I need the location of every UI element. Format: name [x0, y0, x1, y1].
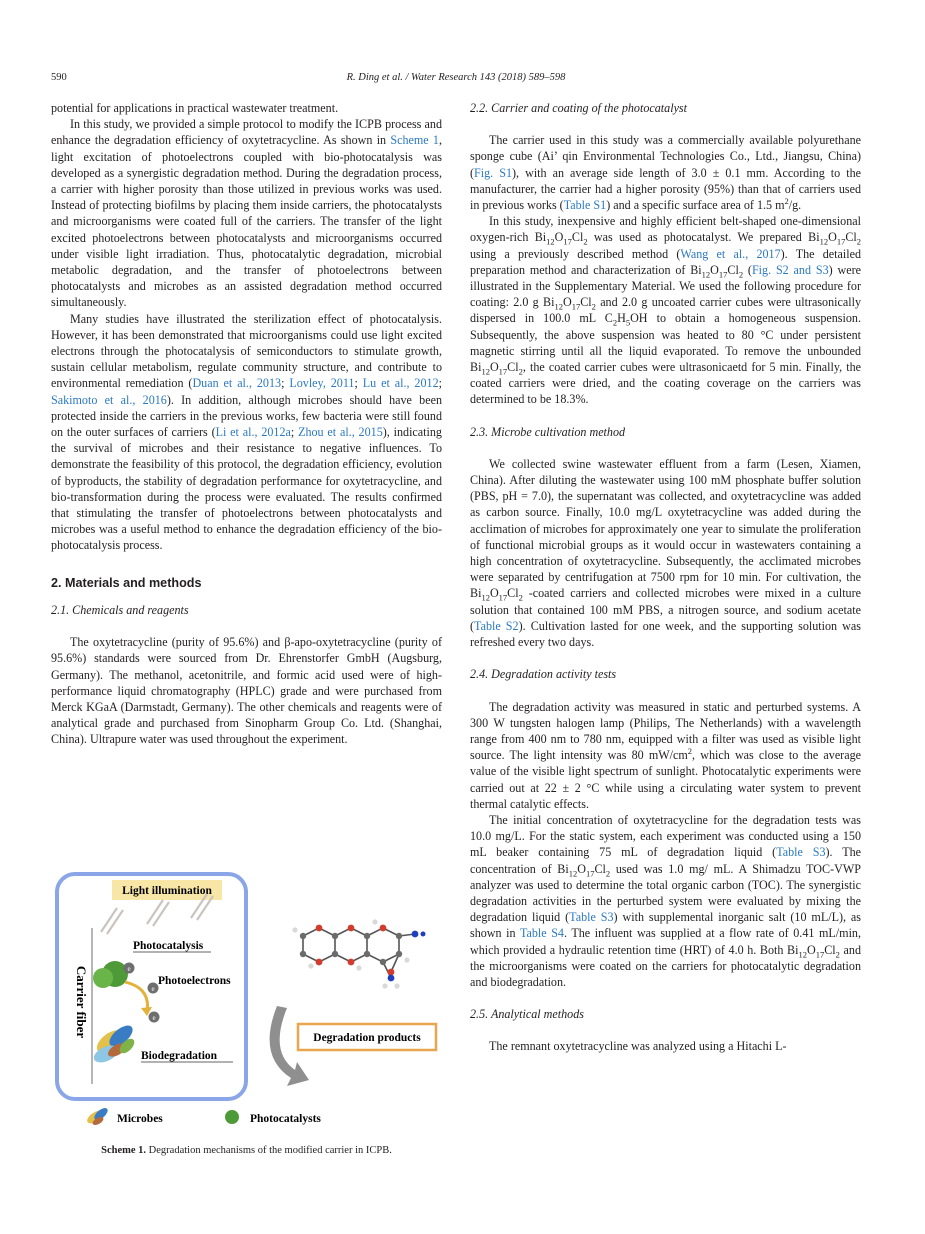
citation-link[interactable]: Zhou et al., 2015 [298, 425, 383, 440]
paragraph: The degradation activity was measured in static and perturbed systems. A 300 W tungsten halogen lamp (Philips, The Netherlands) with a wavelength range from 400 nm to 780 nm, equipped with a filter was used as visible light source. The light intensity was 80 $mW/cm^2$, which was close to the average value of the visible light spectrum of sunlight. Photocatalytic experiments were carried out at 22 ± 2 °C while using a circulating water system to prevent thermal catalytic effects. [470, 699, 861, 811]
citation-link[interactable]: Lovley, 2011 [289, 376, 355, 391]
carrier-fiber-label: Carrier fiber [74, 965, 89, 1039]
supplementary-link[interactable]: Table S2 [474, 618, 519, 633]
citation-link[interactable]: Wang et al., 2017 [680, 246, 781, 261]
subsection-heading: 2.5. Analytical methods [470, 1007, 584, 1022]
degradation-products-label: Degradation products [313, 1032, 421, 1044]
citation-link[interactable]: Li et al., 2012a [215, 425, 291, 440]
svg-text:e: e [151, 985, 155, 993]
paragraph: In this study, inexpensive and highly efficient belt-shaped one-dimensional oxygen-rich $Bi_{12}O_{17}Cl_2$ was used as photocatalyst. We prepared $Bi_{12}O_{17}Cl_2$ using a previously described method (Wang et al., 2017). The detailed preparation method and characterization of $Bi_{12}O_{17}Cl_2$ (Fig. S2 and S3) were illustrated in the Supplementary Material. We used the following procedure for coating: 2.0 g $Bi_{12}O_{17}Cl_2$ and 2.0 g uncoated carrier cubes were ultrasonically dispersed in 100.0 mL $C_2H_5OH$ to obtain a homogeneous suspension. Subsequently, the above suspension was heated to 80 °C under persistent magnetic stirring until all the liquid evaporated. To remove the unbounded $Bi_{12}O_{17}Cl_2$, the coated carrier cubes were ultrasonicaetd for 5 min. Finally, the coated carriers were dried, and the coating coverage on the carriers was determined to be 18.3%. [470, 214, 861, 407]
running-header [51, 72, 861, 86]
subsection-heading: 2.1. Chemicals and reagents [51, 602, 189, 617]
subsection-heading: 2.2. Carrier and coating of the photocatalyst [470, 101, 688, 115]
legend-photocatalysts-label: Photocatalysts [250, 1113, 321, 1125]
figure-caption: Scheme 1. Degradation mechanisms of the modified carrier in ICPB. [101, 1145, 392, 1156]
paragraph: The initial concentration of oxytetracycline for the degradation tests was 10.0 mg/L. For the static system, each experiment was conducted using a 150 mL beaker containing 75 mL of degradation liquid (Table S3). The concentration of $Bi_{12}O_{17}Cl_2$ used was 1.0 mg/ mL. A Shimadzu TOC-VWP analyzer was used to determine the total organic carbon (TOC). The synergistic degradation activities in the perturbed system were evaluated by mixing the degradation liquid (Table S3) with supplemental inorganic salt (10 mL/L), as shown in Table S4. The influent was supplied at a flow rate of 0.41 mL/min, which provided a hydraulic retention time (HRT) of 4.0 h. Both $Bi_{12}O_{17}Cl_2$ and the microorganisms were coated on the carriers for photocatalytic degradation and biodegradation. [470, 812, 862, 989]
section-heading: 2. Materials and methods [51, 575, 202, 590]
supplementary-link[interactable]: Table S4 [519, 926, 564, 941]
subsection-heading: 2.4. Degradation activity tests [470, 667, 617, 682]
microbes-legend-icon [85, 1106, 110, 1127]
svg-text:e: e [127, 965, 131, 973]
photocatalysis-label: Photocatalysis [133, 940, 204, 952]
page-number: 590 [51, 72, 67, 83]
citation-link[interactable]: Lu et al., 2012 [362, 376, 439, 391]
left-column [51, 100, 442, 748]
paragraph: The oxytetracycline (purity of 95.6%) and β-apo-oxytetracycline (purity of 95.6%) standards were sourced from Dr. Ehrenstorfer GmbH (Augsburg, Germany). The methanol, acetonitrile, and formic acid used were of high-performance liquid chromatography (HPLC) grade and were purchased from Merck KGaA (Darmstadt, Germany). The other chemicals and reagents were of analytical grade and purchased from Sinopharm Group Co. Ltd. (Shanghai, China). Ultrapure water was used throughout the experiment. [51, 635, 442, 747]
paragraph: The carrier used in this study was a commercially available polyurethane sponge cube (Ai’ qin Environmental Technologies Co., Ltd., Jiangsu, China) (Fig. S1), with an average side length of 3.0 ± 0.1 mm. According to the manufacturer, the carrier had a higher porosity (95%) than that of carriers used in previous works (Table S1) and a specific surface area of 1.5 $m^2/g$. [470, 133, 862, 213]
photocatalyst-sphere [93, 968, 113, 988]
citation-link[interactable]: Duan et al., 2013 [192, 376, 282, 391]
photoelectrons-label: Photoelectrons [158, 975, 231, 987]
paragraph: We collected swine wastewater effluent from a farm (Lesen, Xiamen, China). After diluting the wastewater using 100 mM phosphate buffer solution (PBS, pH = 7.0), the supernatant was collected, and oxytetracycline was added as carbon source. Finally, 10.0 mg/L oxytetracycline was added during the acclimation of microbes for approximately one year to simulate the proliferation of functional microbial groups as it would occur in wastewaters containing a high concentration of oxytetracycline. Subsequently, the acclimated microbes were separated by centrifugation at 7500 rpm for 10 min. For cultivation, the $Bi_{12}O_{17}Cl_2$ -coated carriers and collected microbes were mixed in a culture solution that contained 100 mM PBS, a nitrogen source, and sodium acetate (Table S2). Cultivation lasted for one week, and the supporting solution was refreshed every two days. [470, 456, 861, 650]
photocatalyst-legend-icon [225, 1110, 239, 1124]
paragraph: In this study, we provided a simple protocol to modify the ICPB process and enhance the degradation efficiency of oxytetracycline. As shown in Scheme 1, light excitation of photoelectrons coupled with bio-photocatalysis was developed as a synergistic degradation method. During the degradation process, a carrier with higher porosity than those utilized in previous works was used. Instead of protecting biofilms by placing them inside carriers, the photocatalysts and microorganisms were coated full of the carriers. The transfer of the light excited photoelectrons between photocatalysts and microorganisms occurred under visible light irradiation. Thus, photocatalytic degradation, microbial metabolic degradation, and the transfer of photoelectrons between photocatalysts and microbes as an assisted degradation method occurred simultaneously. [51, 117, 443, 310]
supplementary-link[interactable]: Table S1 [563, 198, 607, 213]
supplementary-link[interactable]: Fig. S1 [474, 165, 512, 180]
legend-microbes-label: Microbes [117, 1113, 163, 1125]
light-illumination-label: Light illumination [122, 885, 212, 897]
paragraph: The remnant oxytetracycline was analyzed using a Hitachi L- [489, 1039, 787, 1054]
supplementary-link[interactable]: Table S3 [776, 845, 826, 860]
journal-citation: R. Ding et al. / Water Research 143 (2018) 589–598 [346, 72, 566, 83]
supplementary-link[interactable]: Table S3 [569, 910, 614, 925]
paragraph: Many studies have illustrated the sterilization effect of photocatalysis. However, it has been demonstrated that microorganisms could use light excited electrons through the photocatalysis of semiconductors to stimulate growth, sustain cellular metabolism, regulate community structure, and contribute to environmental remediation (Duan et al., 2013; Lovley, 2011; Lu et al., 2012; Sakimoto et al., 2016). In addition, although microbes should have been protected inside the carriers in the previous works, few bacteria were still found on the outer surfaces of carriers (Li et al., 2012a; Zhou et al., 2015), indicating the survival of microbes and their resistance to negative influences. To demonstrate the feasibility of this protocol, the degradation efficiency, evolution of byproducts, the stability of degradation performance for oxytetracycline, and bio-transformation during the process were evaluated. The results confirmed that stimulating the transfer of photoelectrons between photocatalysts and microbes was a useful method to enhance the degradation efficiency of the bio-photocatalysis process. [51, 311, 443, 553]
scheme-link[interactable]: Scheme 1 [390, 133, 439, 148]
citation-link[interactable]: Sakimoto et al., 2016 [51, 392, 167, 407]
supplementary-link[interactable]: Fig. S2 and S3 [751, 262, 829, 277]
molecule-atoms [292, 919, 425, 988]
scheme-figure [51, 866, 442, 1130]
biodegradation-label: Biodegradation [141, 1050, 218, 1062]
right-column [470, 100, 861, 1055]
subsection-heading: 2.3. Microbe cultivation method [470, 424, 626, 439]
svg-text:e: e [152, 1014, 156, 1022]
paragraph: potential for applications in practical wastewater treatment. [51, 101, 339, 115]
